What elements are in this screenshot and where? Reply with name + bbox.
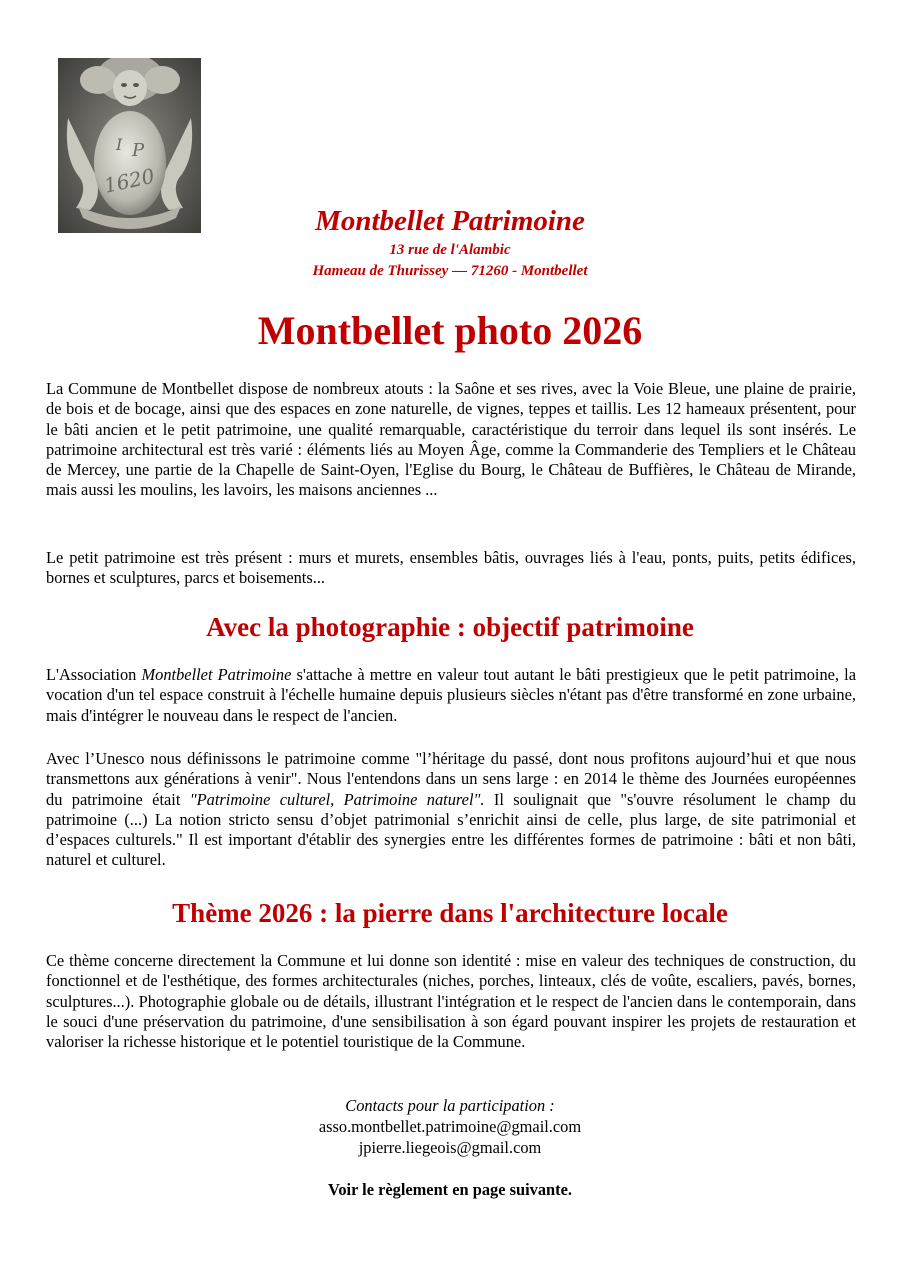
association-name-italic: Montbellet Patrimoine [141,665,292,684]
unesco-paragraph [46,749,856,871]
address-line-1: 13 rue de l'Alambic [389,242,511,258]
page-title: Montbellet photo 2026 [257,308,643,353]
contacts-label: Contacts pour la participation : [345,1096,555,1115]
association-text-end: s'attache à mettre en valeur tout autant le bâti prestigieux que le petit patrimoine, la vocation d'un tel espace construit à l'échelle humaine depuis plusieurs siècles n'étant pas d'être transformé en zone urbaine, mais d'intégrer le nouveau dans le respect de l'ancien. [46,665,856,725]
contact-email-2[interactable]: jpierre.liegeois@gmail.com [358,1138,542,1157]
theme-paragraph: Ce thème concerne directement la Commune et lui donne son identité : mise en valeur des techniques de construction, du fonctionnel et de l'esthétique, des formes architecturales (niches, porches, linteaux, clés de voûte, escaliers, pavés, bornes, sculptures...). Photographie globale ou de détails, illustrant l'intégration et le respect de l'ancien dans le contemporain, dans le souci d'une préservation du patrimoine, d'une sensibilisation à son égard pouvant inspirer les projets de restauration et valoriser la richesse historique et le potentiel touristique de la Commune. [46,951,856,1052]
svg-text:P: P [132,140,145,161]
contact-email-1[interactable]: asso.montbellet.patrimoine@gmail.com [318,1117,582,1136]
svg-text:1620: 1620 [101,163,157,198]
address-line-2: Hameau de Thurissey — 71260 - Montbellet [312,263,588,279]
section-heading-theme: Thème 2026 : la pierre dans l'architecture locale [172,898,728,928]
unesco-text-end: Il soulignait que "s'ouvre résolument le champ du patrimoine (...) La notion stricto sensu d’objet patrimonial s’enrichit ainsi de celle, plus large, de site patrimonial et d’espaces culturels." Il est important d'établir des synergies entre les différentes formes de patrimoine : bâti et non bâti, naturel et culturel. [46,789,856,870]
association-paragraph [46,665,856,726]
association-text-start: L'Association [46,665,142,684]
svg-text:I: I [116,135,123,154]
section-heading-photography: Avec la photographie : objectif patrimoine [206,612,694,642]
unesco-text-start: Avec l’Unesco nous définissons le patrimoine comme "l’héritage du passé, dont nous profitons aujourd’hui et que nous transmettons aux générations à venir". Nous l'entendons dans un sens large : en 2014 le thème des Journées européennes du patrimoine était [46,749,856,809]
intro-paragraph-1: La Commune de Montbellet dispose de nombreux atouts : la Saône et ses rives, avec la Voie Bleue, une plaine de prairie, de bois et de bocage, ainsi que des espaces en zone naturelle, de vignes, teppes et taillis. Les 12 hameaux présentent, pour le bâti ancien et le petit patrimoine, une qualité remarquable, caractéristique du terroir dans lequel ils sont insérés. Le patrimoine architectural est très varié : éléments liés au Moyen Âge, comme la Commanderie des Templiers et le Château de Mercey, une partie de la Chapelle de Saint-Oyen, l'Eglise du Bourg, le Château de Buffières, le Château de Mirande, mais aussi les moulins, les lavoirs, les maisons anciennes ... [46,379,856,500]
organization-name: Montbellet Patrimoine [315,205,585,237]
footer-note: Voir le règlement en page suivante. [327,1180,572,1199]
heritage-days-theme-italic: "Patrimoine culturel, Patrimoine naturel". [189,789,485,809]
intro-paragraph-2: Le petit patrimoine est très présent : murs et murets, ensembles bâtis, ouvrages liés à l'eau, ponts, puits, petits édifices, bornes et sculptures, parcs et boisements... [46,548,856,588]
